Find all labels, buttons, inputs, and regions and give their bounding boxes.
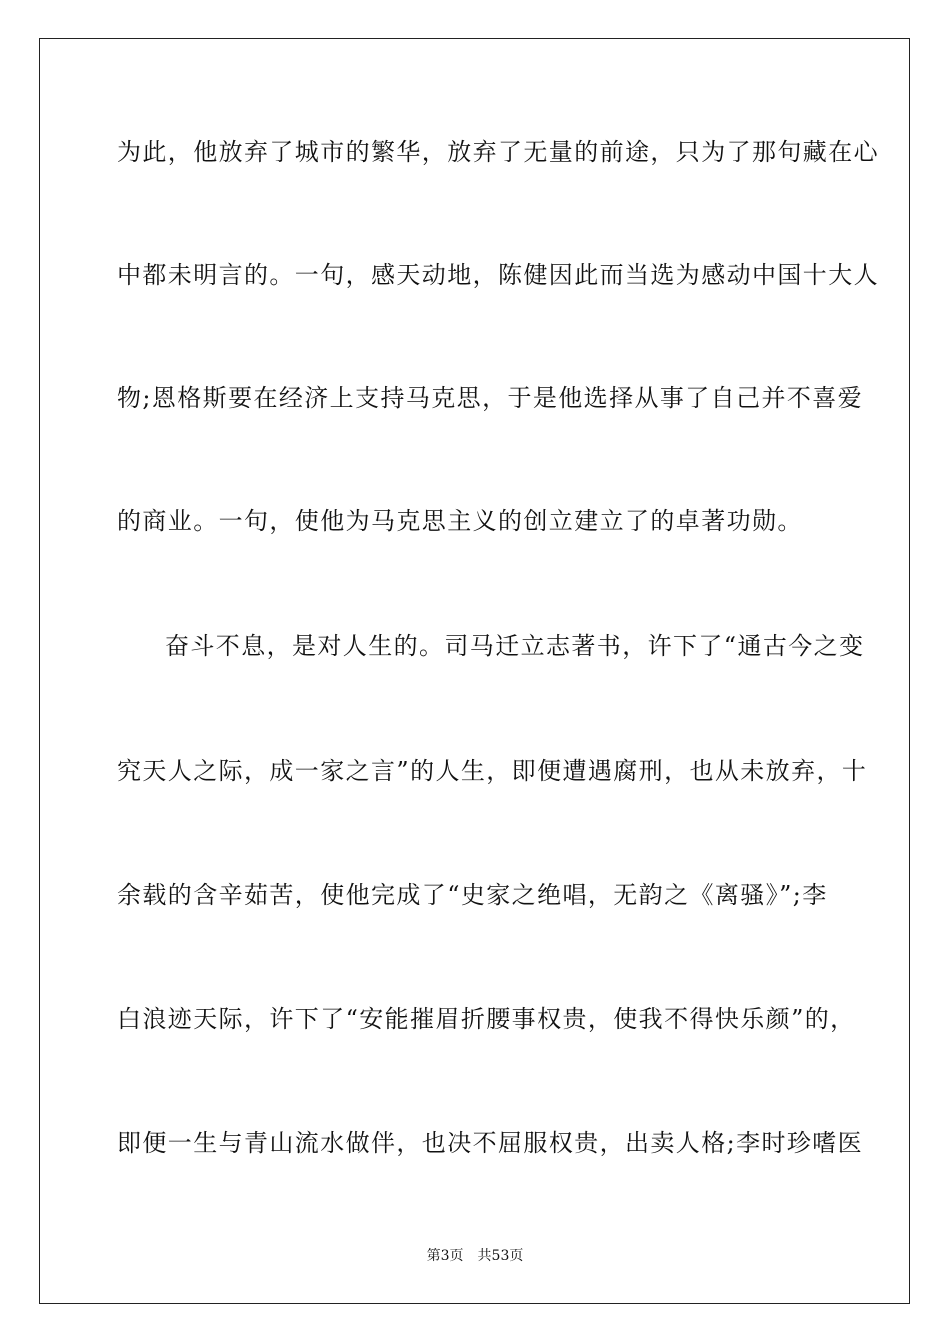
text-line-5: 奋斗不息，是对人生的。司马迁立志著书，许下了“通古今之变 xyxy=(165,632,865,660)
page-number: 第3页 xyxy=(426,1248,464,1264)
text-line-6: 究天人之际，成一家之言”的人生，即便遭遇腐刑，也从未放弃，十 xyxy=(117,757,868,785)
text-line-8: 白浪迹天际，许下了“安能摧眉折腰事权贵，使我不得快乐颜”的， xyxy=(117,1005,856,1033)
text-line-7: 余载的含辛茹苦，使他完成了“史家之绝唱，无韵之《离骚》”;李 xyxy=(117,881,828,909)
total-pages: 共53页 xyxy=(477,1248,524,1264)
text-line-9: 即便一生与青山流水做伴，也决不屈服权贵，出卖人格;李时珍嗜医 xyxy=(117,1129,864,1157)
text-line-1: 为此，他放弃了城市的繁华，放弃了无量的前途，只为了那句藏在心 xyxy=(117,138,879,166)
text-line-3: 物;恩格斯要在经济上支持马克思，于是他选择从事了自己并不喜爱 xyxy=(117,384,864,412)
text-line-2: 中都未明言的。一句，感天动地，陈健因此而当选为感动中国十大人 xyxy=(117,261,879,289)
text-line-4: 的商业。一句，使他为马克思主义的创立建立了的卓著功勋。 xyxy=(117,507,803,535)
page-footer xyxy=(0,1247,950,1265)
page-border xyxy=(39,38,910,1304)
